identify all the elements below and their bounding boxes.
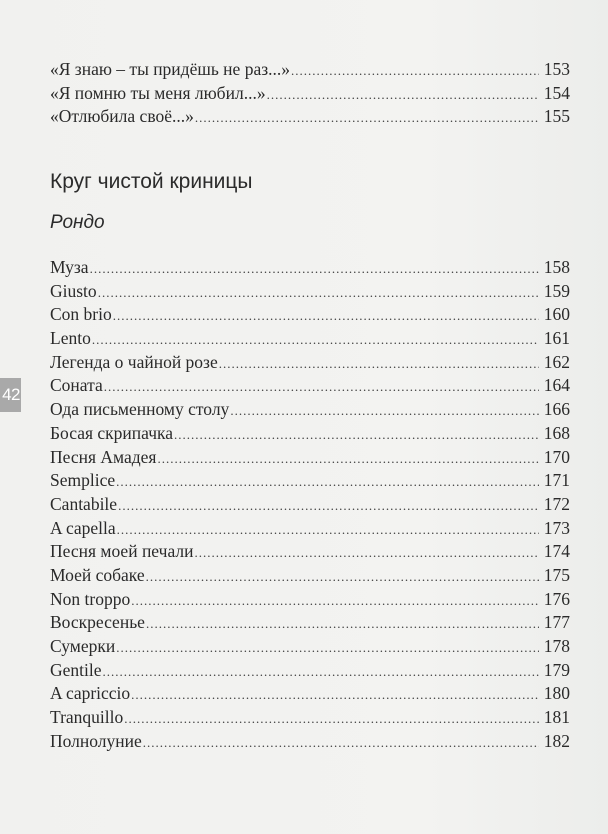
- toc-entry: [50, 58, 570, 82]
- section-subtitle: Рондо: [50, 212, 105, 233]
- toc-entry-title: Песня Амадея: [50, 446, 157, 467]
- toc-entry: [50, 706, 570, 730]
- toc-entry-page: 155: [543, 106, 570, 127]
- toc-entry-title: Con brio: [50, 304, 112, 325]
- dot-leader: [146, 612, 539, 636]
- toc-entry-page: 175: [543, 564, 570, 585]
- toc-entry-page: 179: [543, 659, 570, 680]
- toc-entry-page: 164: [543, 375, 570, 396]
- dot-leader: [230, 399, 539, 423]
- toc-entry: [50, 422, 570, 446]
- toc-entry: [50, 398, 570, 422]
- toc-entry-page: 171: [543, 470, 570, 491]
- toc-entry-page: 168: [543, 422, 570, 443]
- toc-entry-page: 180: [543, 683, 570, 704]
- dot-leader: [131, 589, 539, 613]
- toc-entry: [50, 564, 570, 588]
- toc-entry-title: Tranquillo: [50, 707, 124, 728]
- toc-entry-page: 158: [543, 257, 570, 277]
- toc-entry-page: 176: [543, 588, 570, 609]
- toc-entry-title: Ода письменному столу: [50, 399, 230, 420]
- toc-entry-title: A capella: [50, 517, 116, 538]
- toc-entry-title: «Отлюбила своё...»: [50, 106, 194, 127]
- section-title: Круг чистой криницы: [50, 170, 253, 193]
- dot-leader: [267, 83, 539, 107]
- toc-entry-title: Cantabile: [50, 493, 118, 514]
- toc-entry: [50, 105, 570, 129]
- toc-entry: [50, 82, 570, 106]
- dot-leader: [219, 352, 539, 376]
- dot-leader: [174, 423, 539, 447]
- toc-entry-title: Semplice: [50, 470, 116, 491]
- toc-entry-title: Легенда о чайной розе: [50, 351, 218, 372]
- dot-leader: [92, 328, 539, 352]
- toc-entry: [50, 588, 570, 612]
- toc-entry: [50, 682, 570, 706]
- dot-leader: [195, 106, 539, 130]
- page-number-tab: 42: [0, 378, 21, 412]
- dot-leader: [103, 660, 539, 684]
- toc-entry-title: Моей собаке: [50, 564, 145, 585]
- dot-leader: [116, 470, 539, 494]
- toc-entry-page: 182: [543, 730, 570, 751]
- toc-entry-title: Соната: [50, 375, 103, 396]
- toc-entry-title: Сумерки: [50, 636, 116, 656]
- toc-entry-title: Песня моей печали: [50, 541, 194, 562]
- toc-entry: [50, 635, 570, 659]
- toc-entry-page: 178: [543, 636, 570, 656]
- toc-entry-title: «Я знаю – ты придёшь не раз...»: [50, 59, 290, 79]
- toc-entry: [50, 280, 570, 304]
- toc-entry: [50, 493, 570, 517]
- toc-entry-page: 162: [543, 351, 570, 372]
- toc-entry-page: 153: [543, 59, 570, 79]
- toc-entry: [50, 446, 570, 470]
- toc-entry-page: 159: [543, 280, 570, 301]
- toc-entry: [50, 327, 570, 351]
- toc-entry-page: 154: [543, 82, 570, 103]
- toc-entry: [50, 611, 570, 635]
- dot-leader: [104, 375, 539, 399]
- dot-leader: [131, 683, 539, 707]
- toc-entry-page: 160: [543, 304, 570, 325]
- toc-entry-page: 172: [543, 493, 570, 514]
- toc-entry: [50, 730, 570, 754]
- toc-entry: [50, 374, 570, 398]
- toc-entry-page: 174: [543, 541, 570, 562]
- toc-top-list: [50, 58, 570, 129]
- toc-entry-page: 170: [543, 446, 570, 467]
- toc-entry-title: Gentile: [50, 659, 102, 680]
- toc-entry-page: 177: [543, 612, 570, 633]
- toc-entry-title: Giusto: [50, 280, 97, 301]
- toc-entry-page: 161: [543, 328, 570, 349]
- toc-entry-title: Воскресенье: [50, 612, 145, 633]
- toc-entry-title: A capriccio: [50, 683, 131, 704]
- toc-entry: [50, 351, 570, 375]
- dot-leader: [90, 257, 539, 281]
- dot-leader: [146, 565, 539, 589]
- dot-leader: [291, 59, 539, 83]
- toc-entry-title: Полнолуние: [50, 730, 142, 751]
- toc-entry-page: 181: [543, 707, 570, 728]
- dot-leader: [117, 518, 539, 542]
- toc-entry-title: Non troppo: [50, 588, 131, 609]
- toc-entry-page: 166: [543, 399, 570, 420]
- dot-leader: [157, 447, 539, 471]
- toc-entry: [50, 303, 570, 327]
- toc-entry-page: 173: [543, 517, 570, 538]
- dot-leader: [194, 541, 539, 565]
- toc-main-list: [50, 256, 570, 753]
- toc-entry: [50, 540, 570, 564]
- dot-leader: [113, 304, 539, 328]
- toc-entry-title: Lento: [50, 328, 91, 349]
- toc-entry: [50, 659, 570, 683]
- dot-leader: [98, 281, 539, 305]
- dot-leader: [118, 494, 539, 518]
- toc-entry-title: Муза: [50, 257, 89, 277]
- toc-entry-title: Босая скрипачка: [50, 422, 174, 443]
- toc-entry-title: «Я помню ты меня любил...»: [50, 82, 266, 103]
- dot-leader: [143, 731, 539, 755]
- dot-leader: [116, 636, 539, 660]
- toc-entry: [50, 517, 570, 541]
- toc-entry: [50, 469, 570, 493]
- dot-leader: [124, 707, 539, 731]
- toc-entry: [50, 256, 570, 280]
